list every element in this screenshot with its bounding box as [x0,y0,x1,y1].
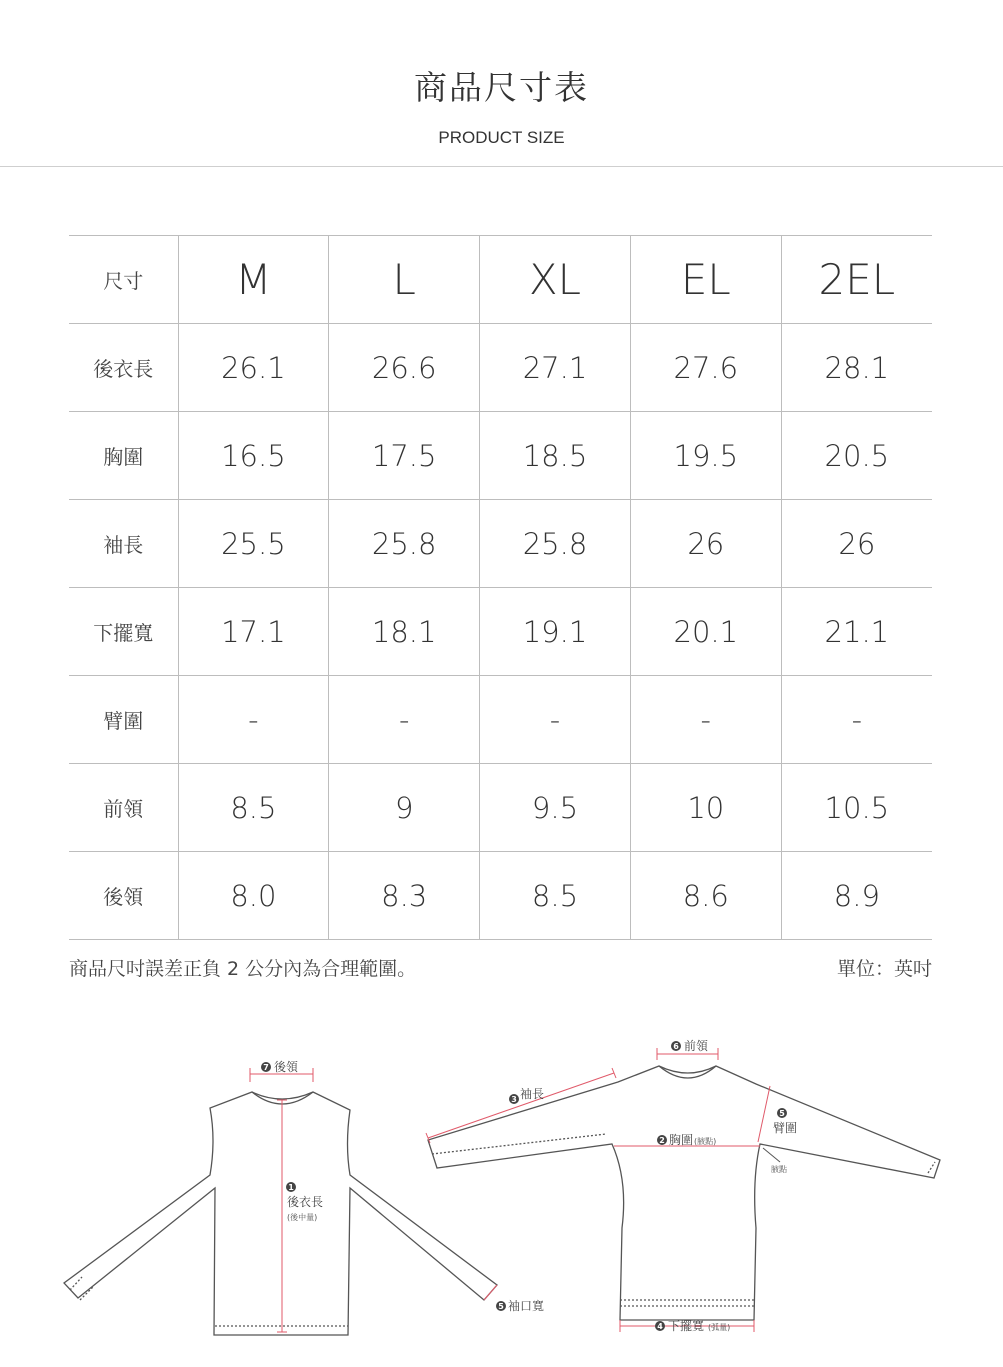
arm-label: 臂圍 [773,1121,798,1135]
size-header: XL [480,236,631,324]
table-cell: 26 [781,500,932,588]
table-cell: 10.5 [781,764,932,852]
back-shirt-outline [64,1092,497,1335]
back-length-label: 後衣長 [287,1195,324,1209]
table-row [69,852,932,940]
table-cell: 16.5 [178,412,329,500]
table-cell: 9 [329,764,480,852]
front-shirt-outline [428,1066,940,1320]
back-length-sub: (後中量) [287,1213,318,1222]
sleeve-num: 3 [511,1095,517,1104]
row-label: 下擺寬 [69,588,178,676]
hem-sub: (弧量) [708,1323,731,1332]
table-cell: 8.6 [630,852,781,940]
row-label: 胸圍 [69,412,178,500]
table-cell: 25.8 [329,500,480,588]
sleeve-label: 袖長 [520,1087,545,1101]
table-cell: - [480,676,631,764]
table-row [69,676,932,764]
table-cell: 8.3 [329,852,480,940]
armpit-pointer [763,1148,780,1162]
table-cell: 27.6 [630,324,781,412]
row-label: 臂圍 [69,676,178,764]
table-cell: 9.5 [480,764,631,852]
tolerance-note: 商品尺吋誤差正負 2 公分內為合理範圍。 [69,958,417,980]
armpit-label: 腋點 [771,1165,787,1174]
cuff-measure [484,1285,497,1300]
row-label: 袖長 [69,500,178,588]
table-cell: 10 [630,764,781,852]
table-row [69,500,932,588]
table-cell: 20.1 [630,588,781,676]
table-cell: 25.5 [178,500,329,588]
table-cell: 19.1 [480,588,631,676]
arm-num: 5 [779,1109,785,1118]
row-label: 後領 [69,852,178,940]
table-cell: 19.5 [630,412,781,500]
table-row [69,588,932,676]
table-cell: 25.8 [480,500,631,588]
table-row [69,412,932,500]
size-header: 2EL [781,236,932,324]
unit-label: 單位：英吋 [836,958,932,980]
row-label: 後衣長 [69,324,178,412]
chest-sub: (腋點) [694,1137,717,1146]
table-cell: 26.6 [329,324,480,412]
table-cell: 18.5 [480,412,631,500]
size-header: M [178,236,329,324]
table-cell: 8.0 [178,852,329,940]
table-cell: - [781,676,932,764]
front-neck-num: 6 [673,1042,679,1051]
table-header-row [69,236,932,324]
table-cell: 8.9 [781,852,932,940]
table-cell: 17.1 [178,588,329,676]
table-cell: 20.5 [781,412,932,500]
page-subtitle: PRODUCT SIZE [438,128,565,147]
size-table [69,235,932,940]
table-cell: 27.1 [480,324,631,412]
back-neck-num: 7 [263,1063,269,1072]
cuff-label: 袖口寬 [508,1299,545,1313]
cuff-num: 5 [498,1302,504,1311]
arm-measure [758,1086,770,1142]
size-header-label: 尺寸 [69,236,178,324]
front-neck-label: 前領 [684,1039,709,1053]
table-cell: 18.1 [329,588,480,676]
divider [0,166,1003,167]
table-row [69,324,932,412]
table-cell: - [630,676,781,764]
size-header: L [329,236,480,324]
table-cell: 26 [630,500,781,588]
back-length-measure [277,1100,287,1332]
size-header: EL [630,236,781,324]
garment-diagram [0,1020,1003,1360]
table-cell: 21.1 [781,588,932,676]
table-row [69,764,932,852]
back-neck-label: 後領 [274,1060,299,1074]
page-title: 商品尺寸表 [414,68,589,107]
hem-label: 下擺寬 [668,1319,705,1333]
table-cell: 8.5 [178,764,329,852]
hem-num: 4 [657,1322,663,1331]
table-cell: 26.1 [178,324,329,412]
table-cell: 17.5 [329,412,480,500]
chest-label: 胸圍 [669,1133,694,1147]
table-cell: - [178,676,329,764]
back-length-num: 1 [288,1183,294,1192]
row-label: 前領 [69,764,178,852]
chest-num: 2 [659,1136,665,1145]
table-cell: 8.5 [480,852,631,940]
table-cell: - [329,676,480,764]
table-cell: 28.1 [781,324,932,412]
